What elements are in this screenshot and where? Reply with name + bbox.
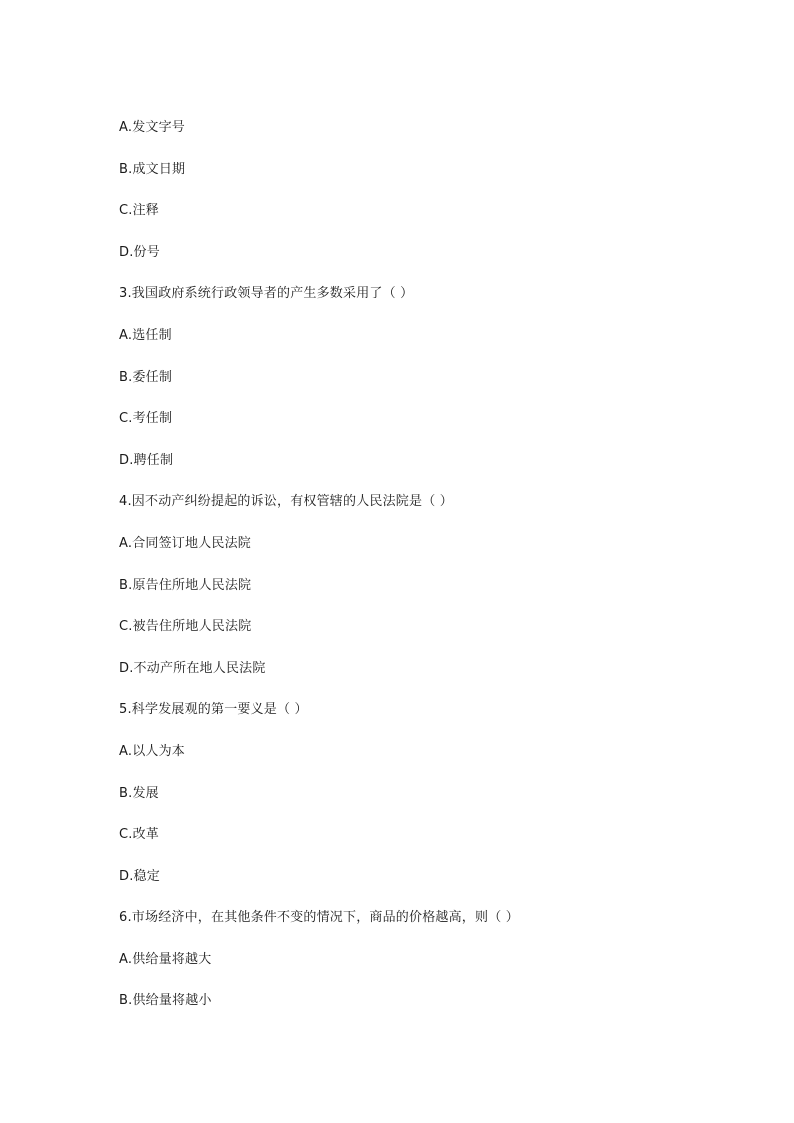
- option-line: B.原告住所地人民法院: [119, 577, 252, 593]
- option-line: B.发展: [119, 785, 159, 801]
- option-line: A.合同签订地人民法院: [119, 535, 251, 551]
- option-line: B.供给量将越小: [119, 993, 212, 1009]
- option-line: C.考任制: [119, 411, 173, 427]
- question-text: 4.因不动产纠纷提起的诉讼，有权管辖的人民法院是（ ）: [119, 494, 453, 510]
- question-text: 5.科学发展观的第一要义是（ ）: [119, 702, 308, 718]
- question-text: 6.市场经济中，在其他条件不变的情况下，商品的价格越高，则（ ）: [119, 910, 519, 926]
- option-line: D.不动产所在地人民法院: [119, 660, 266, 676]
- option-line: D.聘任制: [119, 452, 174, 468]
- option-line: A.供给量将越大: [119, 951, 212, 967]
- question-text: 3.我国政府系统行政领导者的产生多数采用了（ ）: [119, 286, 414, 302]
- option-line: A.以人为本: [119, 743, 185, 759]
- option-line: B.成文日期: [119, 161, 186, 177]
- option-line: C.改革: [119, 827, 160, 843]
- option-line: C.注释: [119, 203, 160, 219]
- option-line: A.选任制: [119, 327, 172, 343]
- option-line: D.份号: [119, 244, 160, 260]
- option-line: B.委任制: [119, 369, 173, 385]
- option-line: D.稳定: [119, 868, 160, 884]
- option-line: C.被告住所地人民法院: [119, 619, 252, 635]
- option-line: A.发文字号: [119, 120, 185, 135]
- question-list: [119, 118, 759, 1033]
